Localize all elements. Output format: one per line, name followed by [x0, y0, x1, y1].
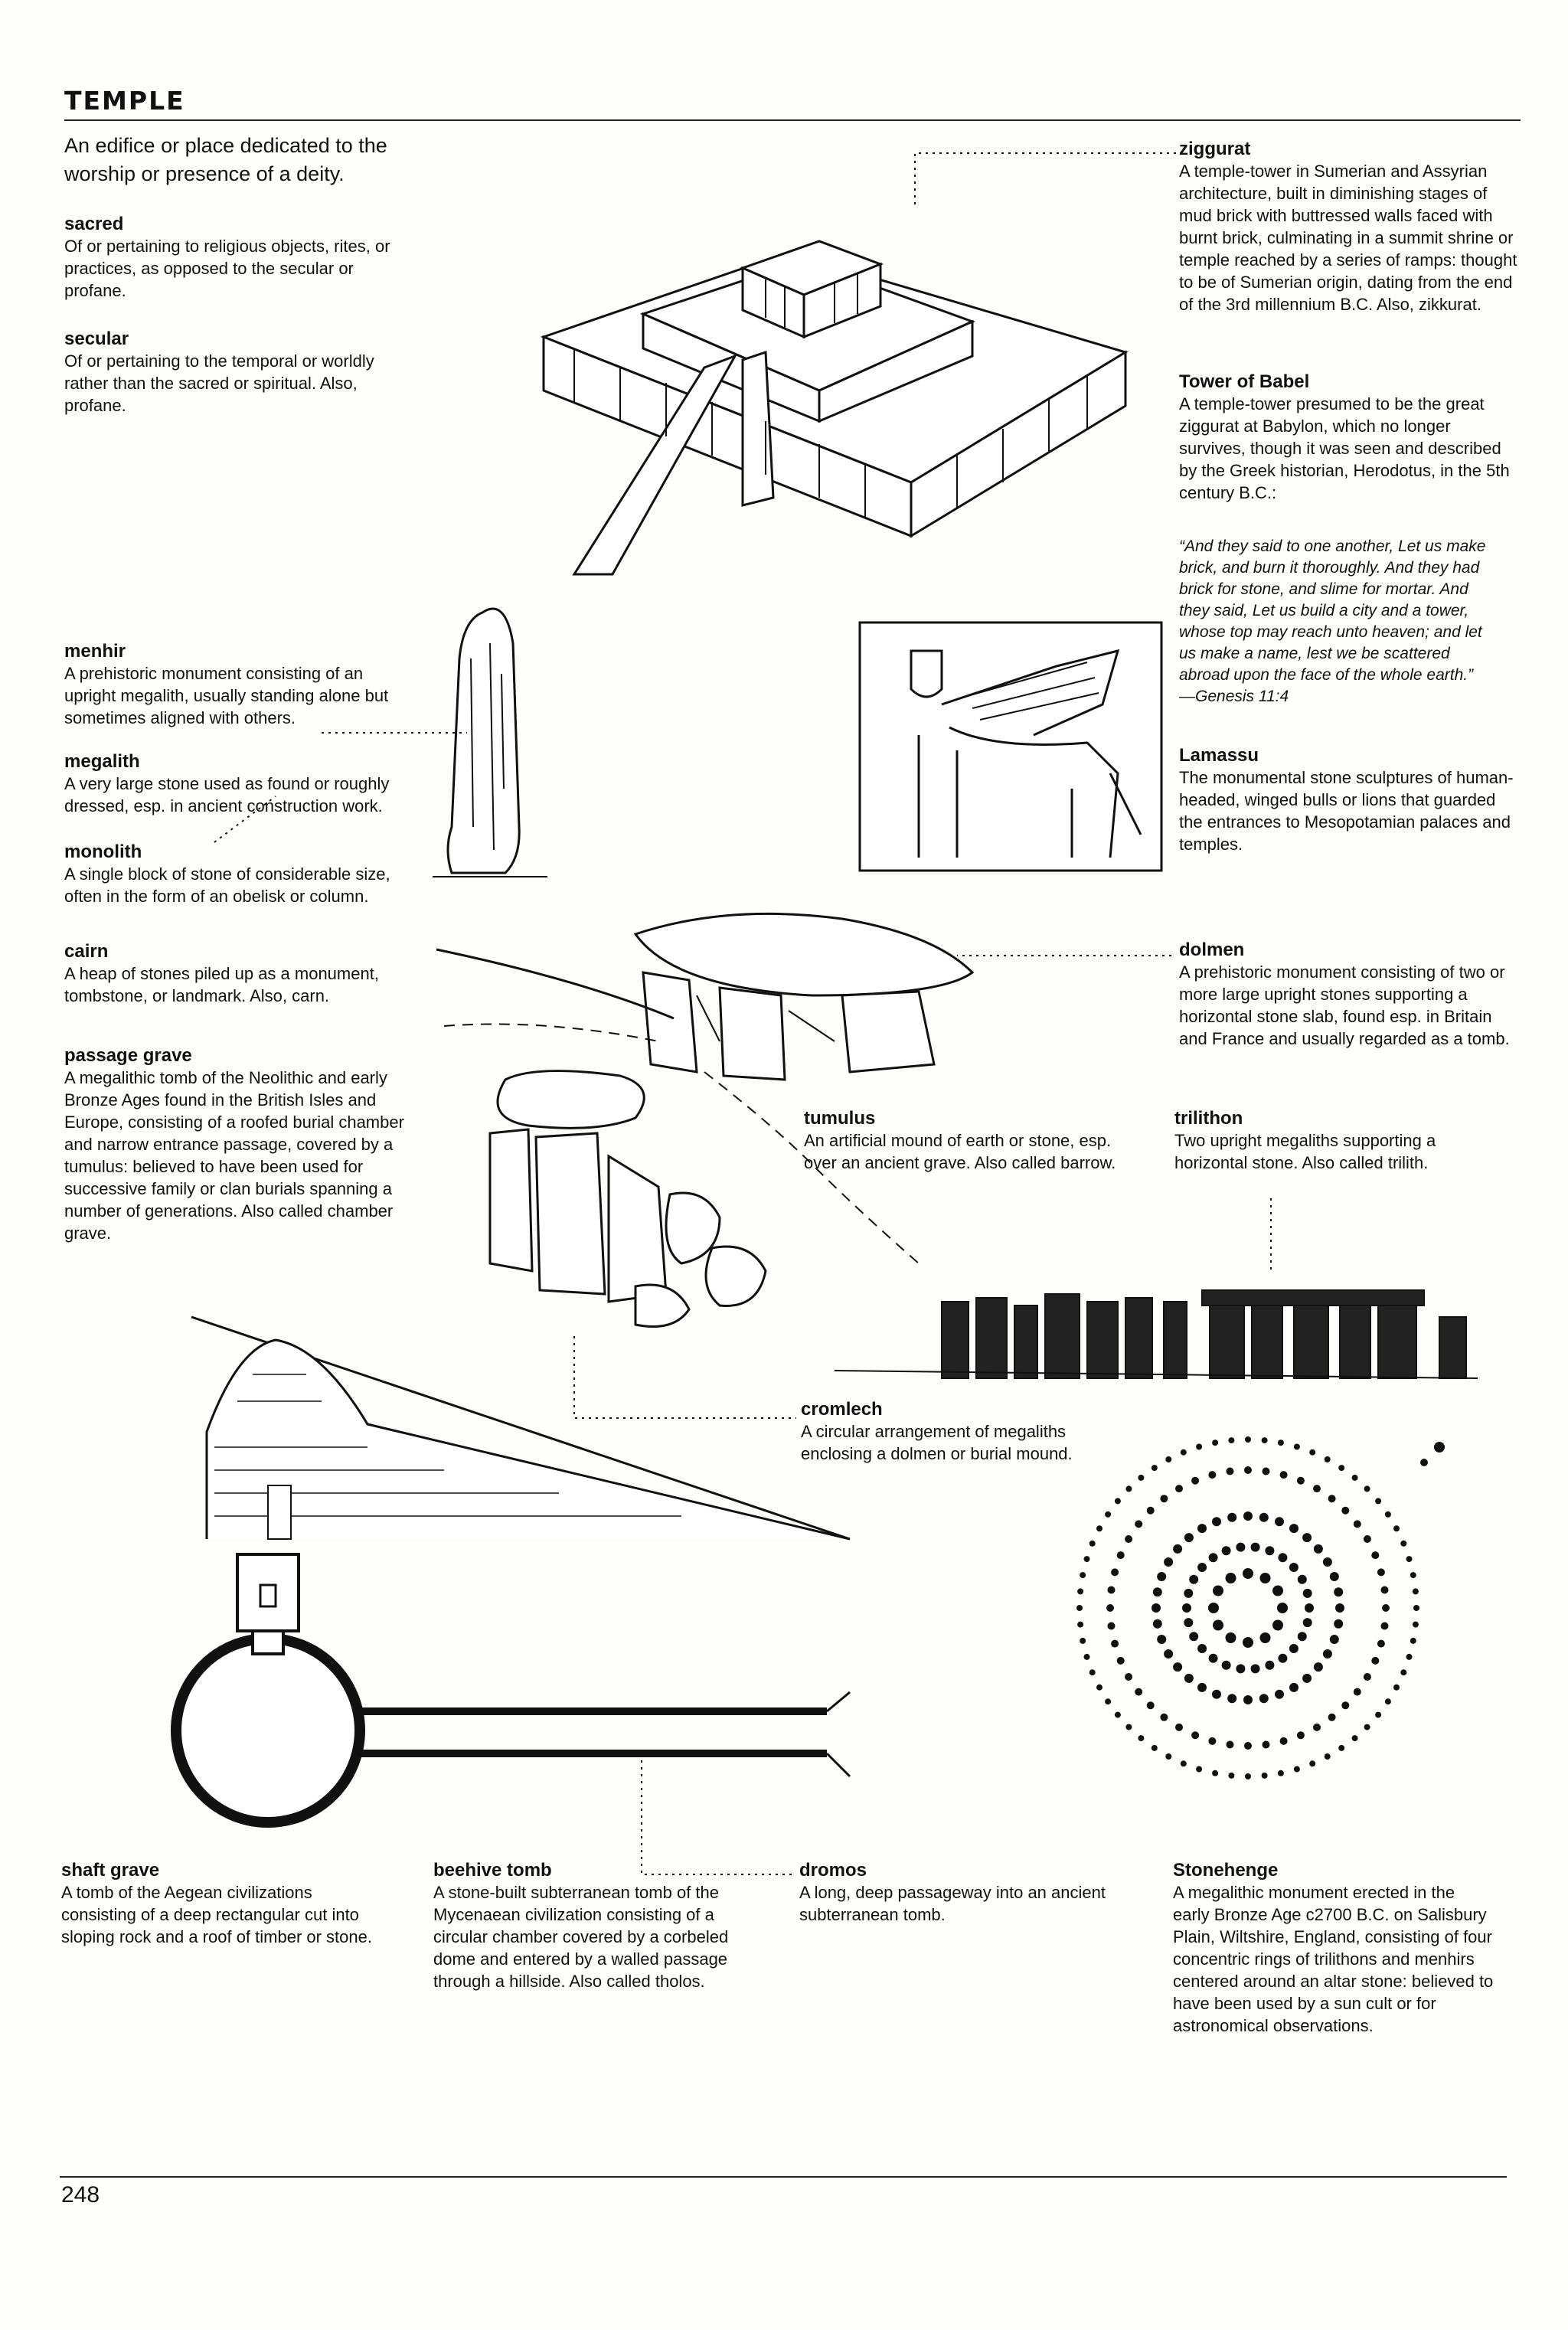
stone-dot — [1138, 1735, 1144, 1741]
term-name: secular — [64, 328, 129, 349]
stone-dot — [1364, 1724, 1370, 1730]
header-rule — [64, 119, 1521, 121]
term-name: trilithon — [1174, 1108, 1243, 1129]
stone-dot — [1076, 1605, 1083, 1611]
stone-dot — [1406, 1654, 1413, 1660]
term-dolmen — [1179, 939, 1524, 1050]
stone-dot — [1191, 1731, 1199, 1739]
stone-dot — [1226, 1573, 1236, 1583]
intro-text — [64, 132, 416, 188]
stone-dot — [1115, 1712, 1121, 1718]
stone-dot — [1354, 1520, 1361, 1528]
stone-dot — [1275, 1517, 1284, 1526]
stone-dot — [1182, 1603, 1191, 1613]
stone-dot — [1111, 1640, 1119, 1648]
term-definition: A single block of stone of considerable size, often in the form of an obelisk or column. — [64, 864, 390, 906]
stone-dot — [1152, 1465, 1158, 1471]
stone-dot — [1354, 1688, 1361, 1696]
stone-dot — [1406, 1556, 1413, 1562]
stone-dot — [1352, 1475, 1358, 1481]
stone-dot — [1244, 1742, 1252, 1750]
term-name: beehive tomb — [433, 1860, 552, 1881]
stone-dot — [1222, 1661, 1231, 1670]
stone-dot — [1208, 1603, 1219, 1613]
stone-dot — [1243, 1568, 1253, 1579]
stone-dot — [1280, 1471, 1288, 1479]
stone-dot — [1313, 1485, 1321, 1492]
stone-dot — [1381, 1623, 1389, 1630]
stone-dot — [1164, 1557, 1173, 1567]
stone-dot — [1080, 1638, 1086, 1644]
stone-dot — [1152, 1603, 1161, 1613]
term-definition: A megalithic tomb of the Neolithic and early Bronze Ages found in the British Isles and Europe, consisting of a roofed burial chamber and narrow entrance passage, covered by a tumulus: believed to have been used for successive family or clan burials spanning a number of generations. Also called chamber grave. — [64, 1068, 404, 1243]
term-definition: A very large stone used as found or roughly dressed, esp. in ancient construction work. — [64, 774, 390, 815]
stone-dot — [1334, 1587, 1343, 1596]
stone-dot — [1289, 1683, 1298, 1692]
stone-dot — [1084, 1556, 1090, 1562]
term-name: sacred — [64, 214, 124, 234]
stone-dot — [1117, 1657, 1125, 1665]
stone-dot — [1393, 1525, 1400, 1531]
term-name: dromos — [799, 1860, 867, 1881]
stone-dot — [1138, 1475, 1144, 1481]
stone-dot — [1328, 1495, 1336, 1502]
stone-dot — [1262, 1437, 1268, 1443]
stone-dot — [1245, 1773, 1251, 1779]
term-definition: A long, deep passageway into an ancient subterranean tomb. — [799, 1883, 1106, 1924]
lamassu-illustration — [858, 620, 1164, 873]
stone-dot — [1152, 1745, 1158, 1751]
term-name: shaft grave — [61, 1860, 160, 1881]
stone-dot — [1259, 1694, 1269, 1703]
stone-dot — [1147, 1507, 1155, 1515]
stone-dot — [1289, 1524, 1298, 1533]
stone-dot — [1243, 1695, 1253, 1704]
stone-dot — [1125, 1485, 1132, 1492]
stone-dot — [1298, 1575, 1307, 1584]
stone-dot — [1096, 1685, 1102, 1691]
stone-dot — [1160, 1495, 1168, 1502]
stone-dot — [1364, 1673, 1371, 1681]
stone-dot — [1153, 1619, 1162, 1629]
stone-dot — [1341, 1701, 1349, 1709]
term-definition: A heap of stones piled up as a monument, tombstone, or landmark. Also, carn. — [64, 964, 379, 1005]
stone-dot — [1328, 1714, 1336, 1721]
term-definition: A circular arrangement of megaliths enclosing a dolmen or burial mound. — [801, 1422, 1073, 1463]
stone-dot — [1227, 1468, 1234, 1475]
stone-dot — [1212, 1440, 1218, 1446]
term-cairn — [64, 940, 401, 1007]
stone-dot — [1125, 1535, 1132, 1543]
ziggurat-illustration — [513, 176, 1141, 582]
stone-dot — [1175, 1485, 1183, 1492]
stone-dot — [1181, 1760, 1187, 1766]
stone-dot — [1160, 1714, 1168, 1721]
term-tower-of-babel — [1179, 371, 1520, 504]
stone-dot — [1352, 1735, 1358, 1741]
stone-dot — [1298, 1632, 1307, 1641]
stone-dot — [1262, 1773, 1268, 1779]
stone-dot — [1314, 1544, 1323, 1554]
term-name: cromlech — [801, 1399, 883, 1420]
stone-dot — [1105, 1511, 1111, 1518]
term-monolith — [64, 841, 409, 907]
term-definition: An artificial mound of earth or stone, esp. over an ancient grave. Also called barrow. — [804, 1131, 1116, 1172]
beehive-tomb-elevation — [191, 1317, 858, 1547]
stone-dot — [1330, 1572, 1339, 1581]
stone-dot — [1251, 1543, 1260, 1552]
stone-dot — [1278, 1440, 1284, 1446]
stone-dot — [1125, 1673, 1132, 1681]
stone-dot — [1335, 1603, 1344, 1613]
stone-dot — [1245, 1436, 1251, 1443]
stone-dot — [1278, 1553, 1287, 1562]
stone-dot — [1080, 1572, 1086, 1578]
tumulus-landscape — [429, 934, 965, 1279]
term-name: menhir — [64, 641, 126, 662]
term-name: cairn — [64, 941, 109, 962]
stone-dot — [1314, 1662, 1323, 1672]
term-name: ziggurat — [1179, 139, 1251, 159]
term-stonehenge — [1173, 1859, 1494, 2037]
term-definition: A megalithic monument erected in the early Bronze Age c2700 B.C. on Salisbury Plain, Wiltshire, England, consisting of four concentric rings of trilithons and menhirs centered around an altar stone: believed to have been used by a sun cult or for astronomical observations. — [1173, 1883, 1494, 2035]
term-name: tumulus — [804, 1108, 876, 1129]
babel-quote — [1179, 536, 1501, 707]
stone-dot — [1197, 1644, 1207, 1653]
stone-dot — [1334, 1619, 1343, 1629]
stone-dot — [1400, 1669, 1406, 1675]
term-name: Lamassu — [1179, 745, 1259, 766]
term-definition: A prehistoric monument consisting of an upright megalith, usually standing alone but sometimes aligned with others. — [64, 664, 389, 727]
stone-dot — [1208, 1737, 1216, 1745]
stone-dot — [1184, 1589, 1193, 1598]
stone-dot — [1105, 1698, 1111, 1704]
footer-rule — [60, 2176, 1507, 2178]
stone-dot — [1244, 1466, 1252, 1474]
stone-dot — [1294, 1444, 1300, 1450]
term-trilithon — [1174, 1107, 1496, 1174]
stone-dot — [1213, 1620, 1223, 1631]
stone-dot — [1089, 1669, 1096, 1675]
stone-dot — [1381, 1587, 1389, 1594]
stone-dot — [1222, 1546, 1231, 1555]
stone-dot — [1413, 1588, 1419, 1594]
term-name: Tower of Babel — [1179, 371, 1310, 392]
stone-dot — [1382, 1604, 1390, 1612]
stone-dot — [1302, 1674, 1312, 1683]
stone-dot — [1212, 1690, 1221, 1699]
stone-dot — [1208, 1471, 1216, 1479]
menhir-illustration — [429, 597, 551, 888]
stone-dot — [1184, 1533, 1194, 1542]
intro-definition: An edifice or place dedicated to the worship or presence of a deity. — [64, 134, 387, 185]
stone-dot — [1303, 1618, 1312, 1627]
term-definition: Two upright megaliths supporting a horizontal stone. Also called trilith. — [1174, 1131, 1436, 1172]
stone-dot — [1371, 1657, 1379, 1665]
stone-dot — [1260, 1632, 1271, 1643]
stone-dot — [1265, 1546, 1274, 1555]
stone-dot — [1164, 1649, 1173, 1658]
stone-dot — [1275, 1690, 1284, 1699]
stone-dot — [1147, 1701, 1155, 1709]
term-definition: The monumental stone sculptures of human-headed, winged bulls or lions that guarded the entrances to Mesopotamian palaces and temples. — [1179, 768, 1514, 854]
stone-dot — [1226, 1632, 1236, 1643]
term-definition: A tomb of the Aegean civilizations consisting of a deep rectangular cut into sloping rock and a roof of timber or stone. — [61, 1883, 372, 1946]
stone-dot — [1108, 1623, 1116, 1630]
stone-dot — [1175, 1724, 1183, 1731]
term-definition: A stone-built subterranean tomb of the Mycenaean civilization consisting of a circular chamber covered by a corbeled dome and entered by a walled passage through a hillside. Also called tholos. — [433, 1883, 729, 1991]
stone-dot — [1260, 1573, 1271, 1583]
term-definition: A prehistoric monument consisting of two or more large upright stones supporting a horizontal stone slab, found esp. in Britain and France and usually regarded as a tomb. — [1179, 962, 1510, 1048]
term-name: dolmen — [1179, 940, 1245, 960]
stone-dot — [1323, 1557, 1332, 1567]
term-shaft-grave — [61, 1859, 383, 1948]
stonehenge-rings — [1076, 1436, 1419, 1779]
stone-dot — [1393, 1685, 1400, 1691]
term-definition: A temple-tower presumed to be the great ziggurat at Babylon, which no longer survives, though it was seen and described by the Greek historian, Herodotus, in the 5th century B.C.: — [1179, 394, 1510, 502]
quote-source: —Genesis 11:4 — [1179, 688, 1289, 705]
stone-dot — [1209, 1654, 1218, 1663]
stone-dot — [1413, 1622, 1419, 1628]
stone-dot — [1173, 1662, 1182, 1672]
stone-dot — [1117, 1551, 1125, 1559]
stone-dot — [1084, 1654, 1090, 1660]
stone-dot — [1157, 1572, 1166, 1581]
stone-dot — [1341, 1507, 1349, 1515]
page-number: 248 — [61, 2182, 100, 2207]
stone-dot — [1305, 1603, 1314, 1613]
stonehenge-elevation — [835, 1271, 1478, 1386]
stone-dot — [1289, 1563, 1298, 1572]
stone-dot — [1227, 1694, 1236, 1703]
term-passage-grave — [64, 1044, 409, 1244]
stone-dot — [1189, 1632, 1198, 1641]
stone-dot — [1377, 1568, 1385, 1576]
stone-dot — [1375, 1498, 1381, 1504]
stone-dot — [1191, 1477, 1199, 1485]
stone-dot — [1196, 1766, 1202, 1773]
stone-dot — [1228, 1437, 1234, 1443]
term-dromos — [799, 1859, 1106, 1926]
stone-dot — [1115, 1498, 1121, 1504]
stone-dot — [1294, 1766, 1300, 1773]
stone-dot — [1197, 1563, 1207, 1572]
stone-dot — [1153, 1587, 1162, 1596]
stone-dot — [1108, 1587, 1116, 1594]
stone-dot — [1325, 1753, 1331, 1760]
term-sacred — [64, 213, 401, 302]
term-name: monolith — [64, 841, 142, 862]
stone-dot — [1289, 1644, 1298, 1653]
stone-dot — [1209, 1553, 1218, 1562]
stone-dot — [1184, 1618, 1193, 1627]
stone-dot — [1197, 1524, 1207, 1533]
stone-dot — [1227, 1741, 1234, 1749]
stone-dot — [1165, 1753, 1171, 1760]
stone-dot — [1089, 1541, 1096, 1547]
stone-dot — [1228, 1773, 1234, 1779]
stone-dot — [1410, 1638, 1416, 1644]
term-menhir — [64, 640, 409, 729]
term-name: megalith — [64, 751, 140, 772]
stone-dot — [1325, 1456, 1331, 1462]
stone-dot — [1278, 1770, 1284, 1776]
stone-dot — [1263, 1468, 1270, 1475]
stone-dot — [1263, 1741, 1270, 1749]
stone-dot — [1184, 1674, 1194, 1683]
stone-dot — [1413, 1605, 1419, 1611]
stone-dot — [1323, 1649, 1332, 1658]
term-ziggurat — [1179, 138, 1520, 315]
stone-dot — [1165, 1456, 1171, 1462]
stone-dot — [1212, 1770, 1218, 1776]
stone-dot — [1385, 1698, 1391, 1704]
stone-dot — [1272, 1586, 1283, 1596]
stone-dot — [1236, 1543, 1245, 1552]
term-name: Stonehenge — [1173, 1860, 1279, 1881]
term-megalith — [64, 750, 409, 817]
stone-dot — [1377, 1640, 1385, 1648]
quote-text: “And they said to one another, Let us make brick, and burn it thoroughly. And they had brick for stone, and slime for mortar. And they said, Let us build a city and a tower, whose top may reach unto heaven; and let us make a name, lest we be scattered abroad upon the face of the whole earth.” — [1179, 538, 1486, 684]
stone-dot — [1196, 1444, 1202, 1450]
stone-dot — [1309, 1449, 1315, 1456]
stone-dot — [1189, 1575, 1198, 1584]
stone-dot — [1213, 1586, 1223, 1596]
term-definition: Of or pertaining to religious objects, rites, or practices, as opposed to the secular or profane. — [64, 237, 390, 300]
stone-dot — [1313, 1724, 1321, 1731]
stone-dot — [1303, 1589, 1312, 1598]
stone-dot — [1125, 1724, 1132, 1730]
stone-dot — [1077, 1588, 1083, 1594]
stone-dot — [1364, 1485, 1370, 1492]
stone-dot — [1364, 1535, 1371, 1543]
term-definition: Of or pertaining to the temporal or worldly rather than the sacred or spiritual. Also, profane. — [64, 351, 374, 415]
stone-dot — [1297, 1731, 1305, 1739]
stone-dot — [1173, 1544, 1182, 1554]
stone-dot — [1400, 1541, 1406, 1547]
stone-dot — [1272, 1620, 1283, 1631]
term-definition: A temple-tower in Sumerian and Assyrian architecture, built in diminishing stages of mud brick with buttressed walls faced with burnt brick, culminating in a summit shrine or temple reached by a series of ramps: thought to be of Sumerian origin, dating from the end of the 3rd millennium B.C. Also, zikkurat. — [1179, 162, 1517, 314]
stone-dot — [1106, 1604, 1114, 1612]
page-title: TEMPLE — [64, 86, 185, 116]
stone-dot — [1280, 1737, 1288, 1745]
stone-dot — [1135, 1520, 1142, 1528]
stone-dot — [1259, 1513, 1269, 1522]
stone-dot — [1096, 1525, 1102, 1531]
stone-dot — [1227, 1513, 1236, 1522]
term-beehive-tomb — [433, 1859, 755, 1992]
stone-dot — [1297, 1477, 1305, 1485]
stone-dot — [1236, 1664, 1245, 1673]
term-secular — [64, 328, 401, 417]
stone-dot — [1375, 1712, 1381, 1718]
stone-dot — [1371, 1551, 1379, 1559]
stone-dot — [1277, 1603, 1288, 1613]
term-lamassu — [1179, 744, 1516, 855]
stone-dot — [1410, 1572, 1416, 1578]
stone-dot — [1265, 1661, 1274, 1670]
stone-dot — [1077, 1622, 1083, 1628]
stone-dot — [1181, 1449, 1187, 1456]
stone-dot — [1243, 1637, 1253, 1648]
stone-dot — [1330, 1635, 1339, 1644]
stone-dot — [1157, 1635, 1166, 1644]
beehive-tomb-plan — [184, 1547, 858, 1838]
stonehenge-plan — [1064, 1409, 1493, 1776]
stone-dot — [1385, 1511, 1391, 1518]
stone-dot — [1309, 1760, 1315, 1766]
stone-dot — [1243, 1511, 1253, 1521]
stone-dot — [1197, 1683, 1207, 1692]
term-name: passage grave — [64, 1045, 192, 1066]
stone-dot — [1278, 1654, 1287, 1663]
stone-dot — [1135, 1688, 1142, 1696]
stone-dot — [1251, 1664, 1260, 1673]
stone-dot — [1338, 1745, 1344, 1751]
stone-dot — [1212, 1517, 1221, 1526]
stone-dot — [1111, 1568, 1119, 1576]
stone-dot — [1338, 1465, 1344, 1471]
stone-dot — [1302, 1533, 1312, 1542]
